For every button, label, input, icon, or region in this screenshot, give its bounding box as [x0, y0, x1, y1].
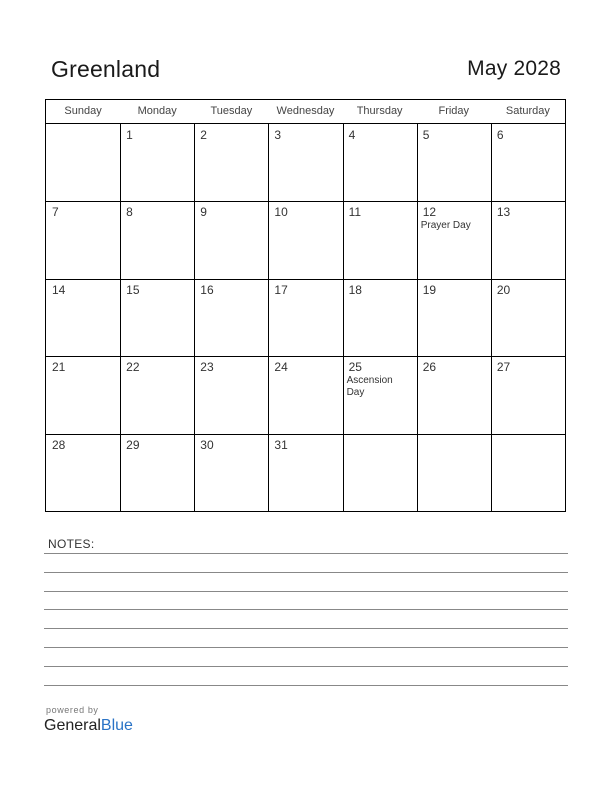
notes-line [44, 609, 568, 610]
day-cell [491, 356, 565, 433]
day-cell [46, 434, 120, 511]
day-number: 13 [496, 205, 511, 220]
day-number: 22 [126, 360, 140, 375]
calendar-grid [45, 99, 566, 512]
day-number: 25 [348, 360, 362, 375]
day-cell [46, 279, 120, 356]
calendar-month-title: May 2028 [467, 57, 561, 80]
brand-blue: Blue [100, 717, 133, 734]
day-cell [417, 356, 491, 433]
day-number: 17 [274, 282, 288, 297]
day-number: 19 [422, 282, 437, 297]
day-number: 28 [52, 437, 66, 452]
day-cell [120, 356, 194, 433]
day-number: 7 [52, 205, 59, 220]
day-number: 31 [274, 437, 288, 452]
notes-line [44, 666, 568, 667]
day-cell [343, 201, 417, 278]
day-number: 24 [274, 360, 288, 375]
day-cell [343, 124, 417, 201]
day-number: 14 [52, 282, 66, 297]
day-cell [268, 124, 342, 201]
holiday-label: Ascension Day [346, 375, 393, 399]
day-cell [46, 201, 120, 278]
day-number: 9 [200, 205, 207, 220]
day-cell [194, 434, 268, 511]
day-cells [46, 124, 565, 511]
notes-line [44, 647, 568, 648]
day-cell [491, 279, 565, 356]
day-cell [491, 434, 565, 511]
day-cell [417, 279, 491, 356]
day-number: 11 [348, 205, 362, 220]
weekday-thursday: Thursday [356, 105, 403, 117]
day-cell [491, 124, 565, 201]
notes-label: NOTES: [48, 537, 95, 551]
day-number: 2 [200, 128, 207, 142]
day-cell [417, 434, 491, 511]
weekday-wednesday: Wednesday [276, 105, 335, 117]
weekday-friday: Friday [438, 105, 470, 117]
day-number: 27 [496, 360, 511, 375]
day-cell [120, 434, 194, 511]
day-cell [491, 201, 565, 278]
day-cell [343, 434, 417, 511]
day-cell [194, 201, 268, 278]
notes-line [44, 685, 568, 686]
weekday-header [46, 100, 565, 124]
day-number: 4 [348, 128, 356, 142]
weekday-tuesday: Tuesday [210, 105, 253, 117]
day-number: 20 [496, 282, 511, 297]
day-cell [194, 356, 268, 433]
day-number: 6 [496, 128, 504, 142]
day-number: 23 [200, 360, 214, 375]
day-cell [46, 356, 120, 433]
day-cell [343, 279, 417, 356]
powered-by-text: powered by [46, 705, 99, 715]
notes-line [44, 628, 568, 629]
day-number: 3 [274, 128, 282, 142]
day-cell [120, 201, 194, 278]
weekday-monday: Monday [137, 105, 177, 117]
day-cell [268, 434, 342, 511]
day-cell [194, 124, 268, 201]
day-number: 5 [422, 128, 430, 142]
day-number: 1 [126, 128, 133, 142]
weekday-sunday: Sunday [64, 105, 102, 117]
notes-line [44, 553, 568, 554]
day-cell [194, 279, 268, 356]
weekday-saturday: Saturday [505, 105, 550, 117]
day-cell [343, 356, 417, 433]
day-cell [417, 124, 491, 201]
brand-general: General [44, 717, 101, 734]
day-cell [120, 124, 194, 201]
day-cell [417, 201, 491, 278]
day-number: 29 [126, 437, 140, 452]
day-cell [120, 279, 194, 356]
day-number: 15 [126, 282, 140, 297]
day-number: 16 [200, 282, 214, 297]
day-number: 12 [422, 205, 437, 220]
day-number: 30 [200, 437, 214, 452]
day-number: 18 [348, 282, 362, 297]
day-number: 26 [422, 360, 437, 375]
generalblue-logo [44, 717, 133, 735]
holiday-label: Prayer Day [420, 220, 471, 232]
day-number: 21 [52, 360, 66, 375]
day-cell [268, 201, 342, 278]
day-number: 10 [274, 205, 288, 220]
notes-line [44, 572, 568, 573]
day-cell [46, 124, 120, 201]
day-cell [268, 279, 342, 356]
notes-line [44, 591, 568, 592]
day-number: 8 [126, 205, 133, 220]
day-cell [268, 356, 342, 433]
calendar-country-title: Greenland [51, 56, 161, 82]
